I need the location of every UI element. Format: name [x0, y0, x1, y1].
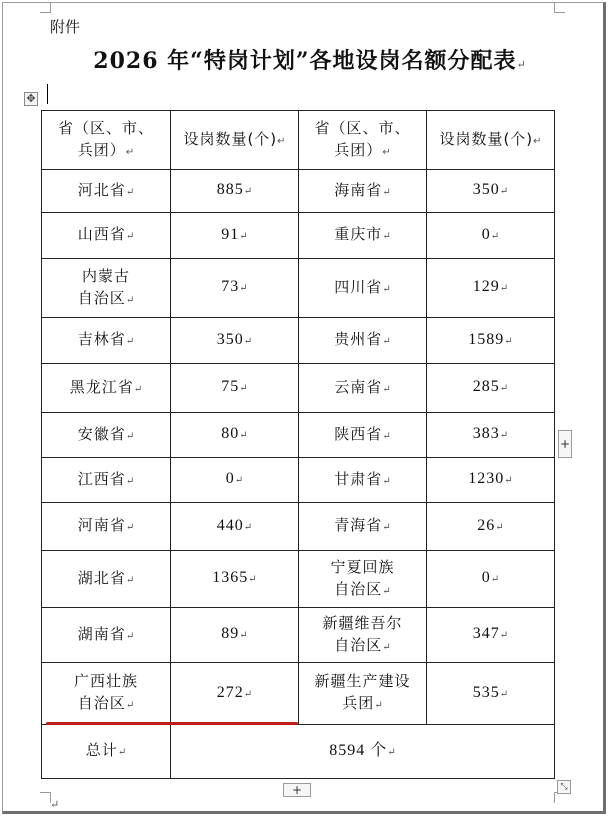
region-cell[interactable] — [42, 503, 171, 551]
paragraph-mark: ↵ — [243, 186, 253, 197]
count-value: 73 — [221, 278, 240, 295]
count-value: 285 — [472, 378, 500, 395]
quota-table — [41, 110, 555, 779]
region-text: 兵团） — [334, 140, 383, 159]
table-resize-handle-icon[interactable]: ⤡ — [557, 780, 571, 794]
count-value: 91 — [221, 225, 240, 243]
title-text: 2026 年“特岗计划”各地设岗名额分配表 — [93, 48, 517, 74]
count-value: 1230 — [468, 470, 505, 487]
paragraph-mark: ↵ — [504, 335, 513, 347]
count-cell[interactable] — [171, 213, 299, 259]
region-line — [42, 376, 170, 401]
count-cell[interactable] — [171, 259, 299, 318]
paragraph-mark: ↵ — [490, 574, 500, 585]
region-text: 内蒙古 — [81, 266, 130, 285]
region-cell[interactable] — [42, 364, 171, 413]
region-text: 河南省 — [77, 516, 126, 534]
paragraph-mark: ↵ — [387, 746, 396, 758]
table-row — [42, 663, 555, 725]
region-cell[interactable] — [42, 608, 171, 663]
region-line — [42, 670, 170, 692]
paragraph-mark: ↵ — [125, 430, 135, 442]
paragraph-mark: ↵ — [499, 383, 509, 394]
count-value: 80 — [221, 425, 240, 442]
count-value: 350 — [216, 330, 244, 348]
table-row — [42, 608, 555, 663]
region-line — [42, 623, 170, 648]
paragraph-mark: ↵ — [533, 135, 542, 147]
paragraph-mark: ↵ — [133, 383, 143, 395]
count-value: 0 — [225, 470, 235, 487]
region-line — [42, 423, 170, 448]
paragraph-mark: ↵ — [382, 283, 391, 295]
region-line — [42, 567, 170, 592]
region-text: 自治区 — [77, 694, 126, 712]
count-cell[interactable] — [171, 364, 299, 413]
page-corner-mark — [554, 2, 565, 13]
table-row — [42, 259, 555, 318]
region-text: 兵团 — [342, 694, 375, 712]
count-value: 75 — [221, 378, 240, 395]
count-cell[interactable] — [427, 503, 555, 551]
table-row — [42, 503, 555, 551]
count-value: 535 — [472, 683, 500, 701]
region-line — [299, 556, 426, 578]
paragraph-mark: ↵ — [117, 747, 127, 758]
region-line — [42, 139, 170, 164]
paragraph-mark: ↵ — [382, 186, 391, 198]
table-row — [42, 551, 555, 608]
header-count-text: 设岗数量(个) — [183, 129, 278, 148]
count-cell[interactable] — [427, 170, 555, 213]
paragraph-mark: ↵ — [125, 700, 135, 711]
region-text: 四川省 — [334, 277, 383, 296]
page-title — [40, 44, 580, 75]
region-text: 自治区 — [77, 288, 126, 307]
paragraph-mark: ↵ — [382, 430, 391, 442]
region-text: 湖南省 — [77, 624, 126, 643]
region-text: 贵州省 — [334, 330, 383, 348]
region-line — [299, 223, 426, 248]
header-region[interactable] — [42, 111, 171, 170]
region-cell[interactable] — [42, 259, 171, 318]
paragraph-mark: ↵ — [382, 585, 391, 597]
region-cell[interactable] — [299, 170, 427, 213]
region-line — [299, 670, 426, 692]
paragraph-mark: ↵ — [239, 630, 248, 641]
count-cell[interactable] — [171, 608, 299, 663]
count-value: 0 — [481, 569, 491, 586]
count-cell[interactable] — [171, 663, 299, 725]
region-line — [42, 117, 170, 139]
count-cell[interactable] — [171, 458, 299, 503]
region-line — [42, 514, 170, 539]
paragraph-mark: ↵ — [125, 231, 135, 242]
region-text: 江西省 — [77, 469, 126, 488]
region-cell[interactable] — [299, 503, 427, 551]
region-cell[interactable] — [42, 170, 171, 213]
table-row — [42, 213, 555, 259]
region-text: 陕西省 — [334, 424, 383, 443]
count-value: 347 — [472, 625, 500, 642]
header-row — [42, 111, 555, 170]
region-line — [299, 514, 426, 539]
region-text: 自治区 — [334, 579, 383, 598]
total-label-text: 总计 — [85, 741, 118, 759]
attachment-label: 附件 — [50, 18, 81, 36]
region-cell[interactable] — [42, 458, 171, 503]
paragraph-mark: ↵ — [277, 135, 286, 147]
count-cell[interactable] — [427, 551, 555, 608]
region-line — [299, 423, 426, 448]
count-cell[interactable] — [427, 413, 555, 458]
paragraph-mark: ↵ — [382, 641, 391, 653]
count-value: 383 — [472, 425, 500, 442]
paragraph-mark: ↵ — [125, 475, 135, 487]
paragraph-mark: ↵ — [125, 522, 135, 533]
table-row — [42, 364, 555, 413]
region-line — [299, 578, 426, 603]
count-value: 89 — [221, 625, 240, 642]
region-text: 新疆生产建设 — [314, 672, 411, 690]
count-cell[interactable] — [171, 413, 299, 458]
region-line — [42, 223, 170, 248]
region-line — [299, 276, 426, 301]
paragraph-mark: ↵ — [495, 521, 504, 533]
region-cell[interactable] — [299, 318, 427, 364]
count-value: 885 — [216, 181, 244, 198]
region-text: 甘肃省 — [334, 469, 383, 488]
region-text: 安徽省 — [77, 424, 126, 443]
header-count[interactable] — [171, 111, 299, 170]
total-label[interactable] — [42, 725, 171, 779]
paragraph-mark: ↵ — [243, 521, 253, 533]
paragraph-mark: ↵ — [516, 58, 527, 71]
region-text: 新疆维吾尔 — [322, 613, 403, 632]
paragraph-mark: ↵ — [382, 231, 391, 242]
region-line — [299, 179, 426, 204]
count-value: 1365 — [212, 569, 249, 586]
region-text: 兵团） — [77, 140, 126, 159]
region-line — [42, 179, 170, 204]
region-text: 吉林省 — [77, 330, 126, 348]
region-text: 自治区 — [334, 635, 383, 654]
region-cell[interactable] — [299, 608, 427, 663]
paragraph-mark: ↵ — [234, 475, 244, 486]
total-row — [42, 725, 555, 779]
region-cell[interactable] — [299, 663, 427, 725]
paragraph-mark: ↵ — [239, 230, 248, 242]
paragraph-mark: ↵ — [499, 630, 509, 641]
paragraph-mark: ↵ — [499, 430, 509, 441]
region-line — [299, 612, 426, 634]
region-line — [42, 265, 170, 287]
paragraph-mark: ↵ — [239, 283, 248, 294]
paragraph-mark: ↵ — [50, 798, 60, 811]
paragraph-mark: ↵ — [374, 700, 383, 711]
region-text: 黑龙江省 — [69, 377, 134, 396]
region-line — [299, 376, 426, 401]
paragraph-mark: ↵ — [382, 336, 391, 347]
count-value: 272 — [216, 683, 244, 701]
total-value-text: 8594 个 — [329, 741, 388, 759]
region-cell[interactable] — [42, 213, 171, 259]
region-text: 青海省 — [334, 516, 383, 534]
region-cell[interactable] — [42, 318, 171, 364]
table-move-handle-icon[interactable]: ✥ — [24, 92, 38, 106]
header-count[interactable] — [427, 111, 555, 170]
paragraph-mark: ↵ — [248, 574, 257, 585]
region-line — [299, 634, 426, 659]
paragraph-mark: ↵ — [382, 146, 391, 158]
region-text: 山西省 — [77, 225, 126, 243]
region-cell[interactable] — [299, 213, 427, 259]
paragraph-mark: ↵ — [125, 336, 135, 347]
table-row — [42, 413, 555, 458]
count-cell[interactable] — [171, 318, 299, 364]
paragraph-mark: ↵ — [125, 630, 135, 642]
region-text: 省（区、市、 — [57, 118, 154, 137]
region-text: 海南省 — [334, 180, 383, 199]
count-value: 350 — [472, 181, 500, 198]
paragraph-mark: ↵ — [239, 430, 248, 441]
text-cursor — [47, 84, 48, 104]
region-text: 宁夏回族 — [330, 557, 395, 576]
count-cell[interactable] — [427, 318, 555, 364]
paragraph-mark: ↵ — [504, 475, 513, 486]
count-value: 440 — [216, 516, 244, 534]
region-cell[interactable] — [299, 364, 427, 413]
count-cell[interactable] — [427, 608, 555, 663]
count-cell[interactable] — [427, 663, 555, 725]
count-cell[interactable] — [171, 551, 299, 608]
count-value: 1589 — [468, 330, 505, 348]
region-cell[interactable] — [299, 551, 427, 608]
count-cell[interactable] — [427, 458, 555, 503]
region-cell[interactable] — [299, 259, 427, 318]
table-row — [42, 318, 555, 364]
region-cell[interactable] — [42, 413, 171, 458]
region-line — [299, 468, 426, 493]
table-row — [42, 170, 555, 213]
add-row-button[interactable]: + — [283, 783, 311, 797]
total-value[interactable] — [171, 725, 555, 779]
paragraph-mark: ↵ — [382, 383, 391, 395]
paragraph-mark: ↵ — [239, 383, 248, 394]
count-cell[interactable] — [427, 259, 555, 318]
region-line — [299, 692, 426, 717]
paragraph-mark: ↵ — [499, 688, 509, 700]
paragraph-mark: ↵ — [125, 146, 135, 158]
paragraph-mark: ↵ — [243, 688, 253, 700]
paragraph-mark: ↵ — [382, 475, 391, 487]
region-line — [42, 692, 170, 717]
region-line — [299, 117, 426, 139]
region-text: 广西壮族 — [73, 672, 138, 690]
count-value: 0 — [481, 225, 491, 243]
count-value: 129 — [472, 278, 500, 295]
paragraph-mark: ↵ — [499, 186, 509, 197]
region-cell[interactable] — [299, 413, 427, 458]
paragraph-mark: ↵ — [125, 186, 135, 198]
region-cell[interactable] — [42, 663, 171, 725]
count-cell[interactable] — [427, 364, 555, 413]
region-text: 云南省 — [334, 377, 383, 396]
paragraph-mark: ↵ — [125, 294, 135, 306]
region-text: 河北省 — [77, 180, 126, 199]
paragraph-mark: ↵ — [499, 283, 509, 294]
count-value: 26 — [477, 516, 496, 534]
region-line — [42, 328, 170, 353]
header-region[interactable] — [299, 111, 427, 170]
count-cell[interactable] — [171, 503, 299, 551]
region-cell[interactable] — [299, 458, 427, 503]
paragraph-mark: ↵ — [125, 574, 135, 586]
count-cell[interactable] — [427, 213, 555, 259]
region-cell[interactable] — [42, 551, 171, 608]
region-line — [299, 328, 426, 353]
paragraph-mark: ↵ — [382, 522, 391, 533]
region-line — [42, 287, 170, 312]
paragraph-mark: ↵ — [490, 230, 500, 242]
region-text: 重庆市 — [334, 225, 383, 243]
count-cell[interactable] — [171, 170, 299, 213]
red-underline-annotation — [46, 722, 298, 725]
region-line — [42, 468, 170, 493]
header-count-text: 设岗数量(个) — [439, 129, 534, 148]
region-text: 省（区、市、 — [314, 118, 411, 137]
region-text: 湖北省 — [77, 568, 126, 587]
table-row — [42, 458, 555, 503]
page-corner-mark — [40, 2, 51, 13]
add-column-button[interactable]: + — [558, 430, 572, 458]
paragraph-mark: ↵ — [243, 335, 253, 347]
region-line — [299, 139, 426, 164]
